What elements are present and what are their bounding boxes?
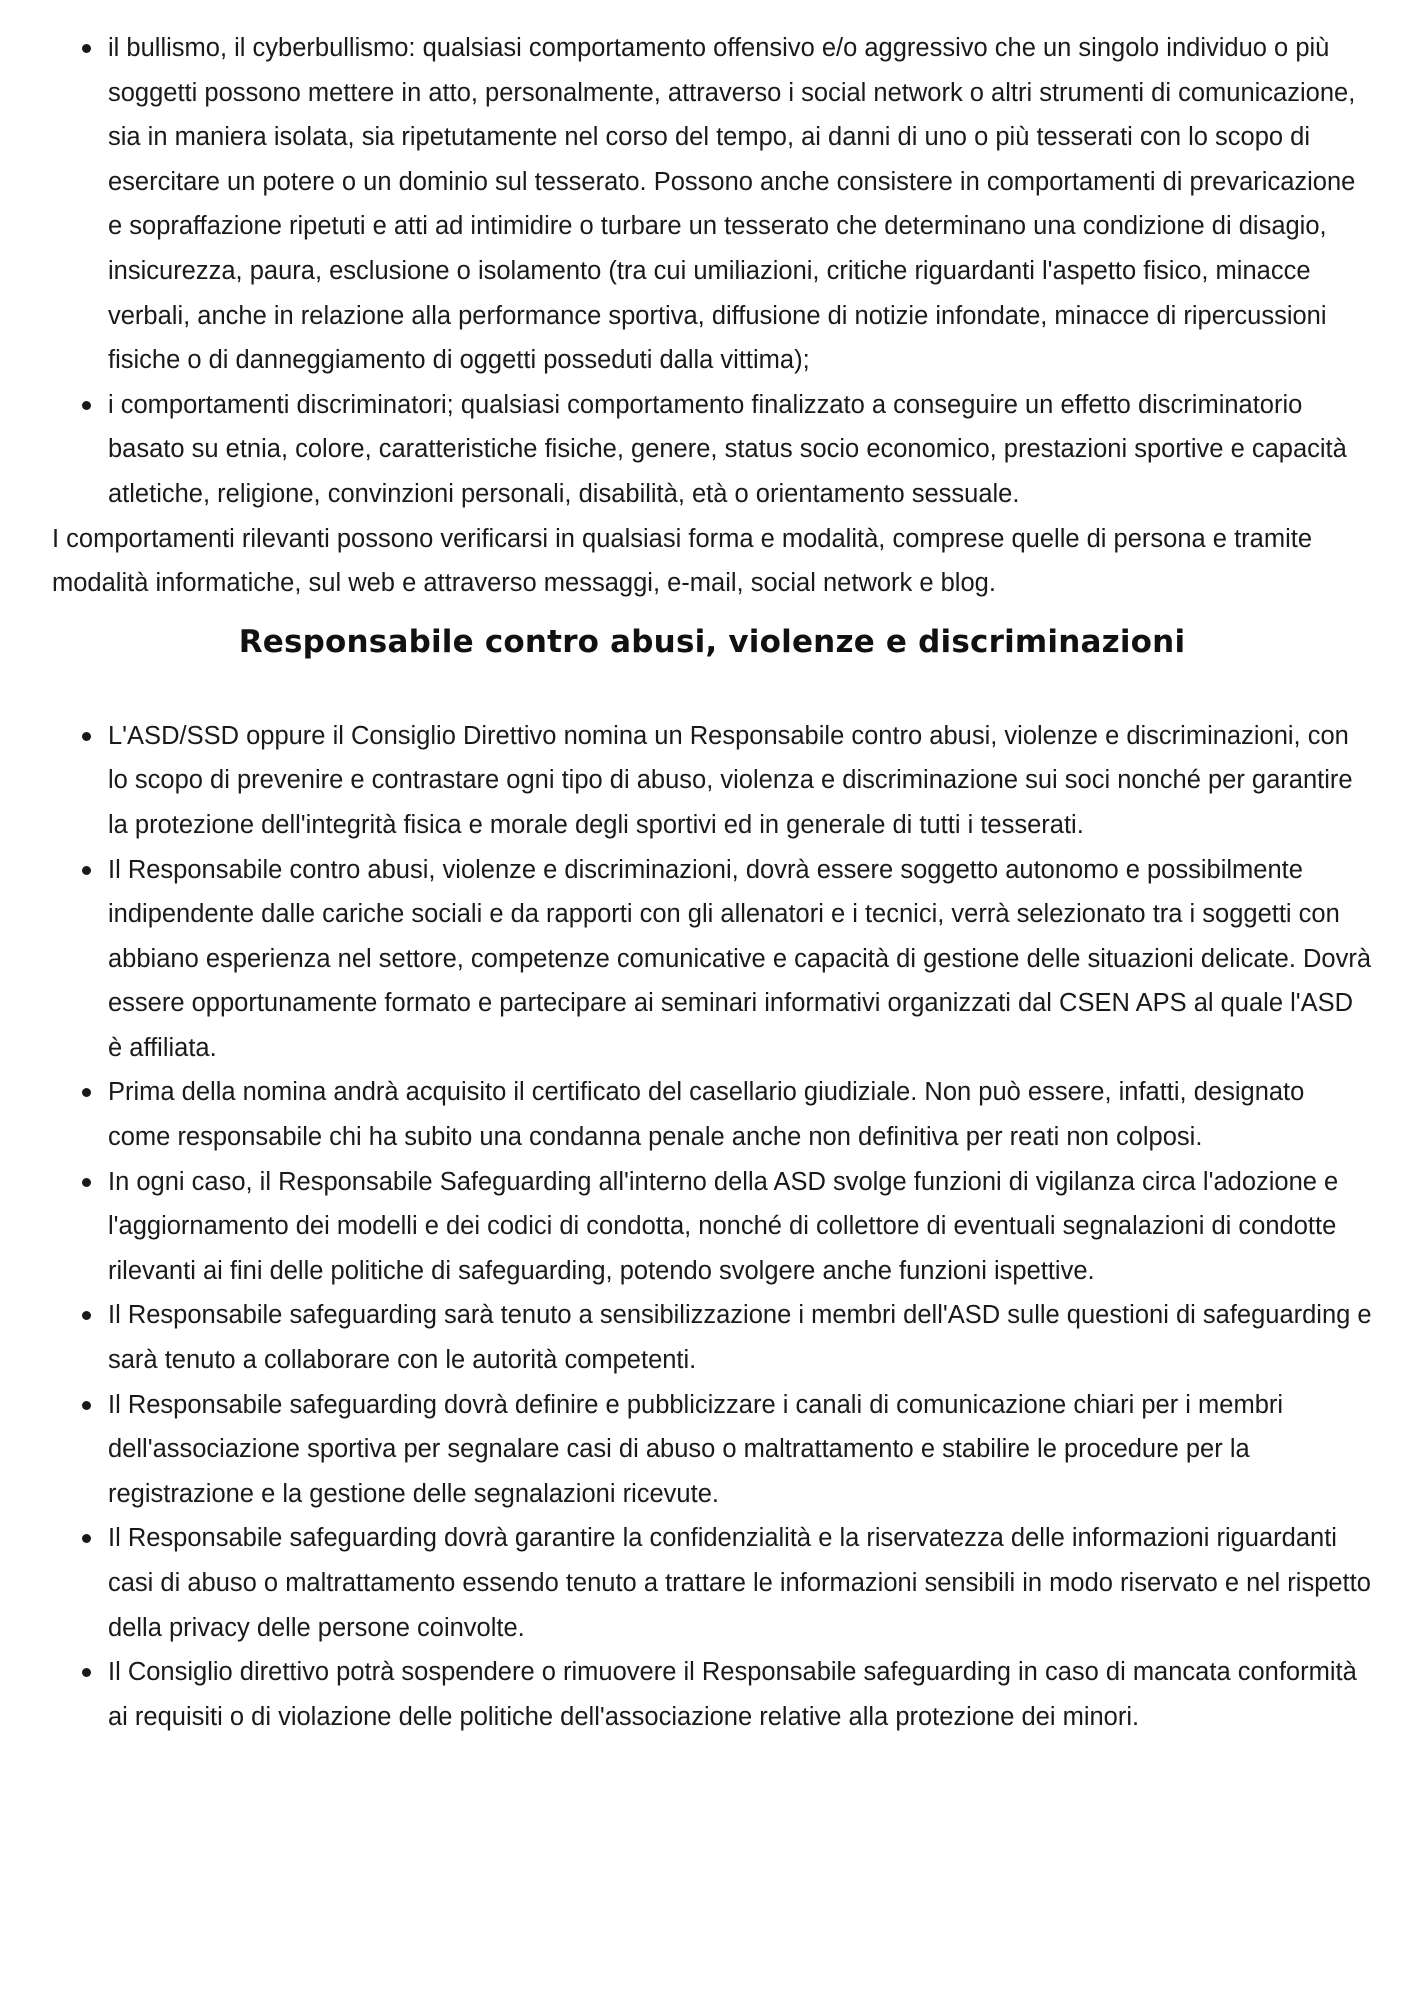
- list-item: In ogni caso, il Responsabile Safeguarding all'interno della ASD svolge funzioni di vigilanza circa l'adozione e l'aggiornamento dei modelli e dei codici di condotta, nonché di collettore di eventuali segnalazioni di condotte rilevanti ai fini delle politiche di safeguarding, potendo svolgere anche funzioni ispettive.: [52, 1160, 1372, 1294]
- list-item: Il Responsabile safeguarding sarà tenuto a sensibilizzazione i membri dell'ASD sulle questioni di safeguarding e sarà tenuto a collaborare con le autorità competenti.: [52, 1293, 1372, 1382]
- section-heading: Responsabile contro abusi, violenze e discriminazioni: [238, 623, 1186, 660]
- list-item: il bullismo, il cyberbullismo: qualsiasi comportamento offensivo e/o aggressivo che un singolo individuo o più soggetti possono mettere in atto, personalmente, attraverso i social network o altri strumenti di comunicazione, sia in maniera isolata, sia ripetutamente nel corso del tempo, ai danni di uno o più tesserati con lo scopo di esercitare un potere o un dominio sul tesserato. Possono anche consistere in comportamenti di prevaricazione e sopraffazione ripetuti e atti ad intimidire o turbare un tesserato che determinano una condizione di disagio, insicurezza, paura, esclusione o isolamento (tra cui umiliazioni, critiche riguardanti l'aspetto fisico, minacce verbali, anche in relazione alla performance sportiva, diffusione di notizie infondate, minacce di ripercussioni fisiche o di danneggiamento di oggetti posseduti dalla vittima);: [52, 26, 1372, 383]
- list-item: Il Responsabile contro abusi, violenze e discriminazioni, dovrà essere soggetto autonomo e possibilmente indipendente dalle cariche sociali e da rapporti con gli allenatori e i tecnici, verrà selezionato tra i soggetti con abbiano esperienza nel settore, competenze comunicative e capacità di gestione delle situazioni delicate. Dovrà essere opportunamente formato e partecipare ai seminari informativi organizzati dal CSEN APS al quale l'ASD è affiliata.: [52, 848, 1372, 1071]
- list-item: L'ASD/SSD oppure il Consiglio Direttivo nomina un Responsabile contro abusi, violenze e discriminazioni, con lo scopo di prevenire e contrastare ogni tipo di abuso, violenza e discriminazione sui soci nonché per garantire la protezione dell'integrità fisica e morale degli sportivi ed in generale di tutti i tesserati.: [52, 714, 1372, 848]
- responsabile-list: [52, 714, 1372, 1740]
- list-item: Il Responsabile safeguarding dovrà garantire la confidenzialità e la riservatezza delle informazioni riguardanti casi di abuso o maltrattamento essendo tenuto a trattare le informazioni sensibili in modo riservato e nel rispetto della privacy delle persone coinvolte.: [52, 1516, 1372, 1650]
- list-item: Il Consiglio direttivo potrà sospendere o rimuovere il Responsabile safeguarding in caso di mancata conformità ai requisiti o di violazione delle politiche dell'associazione relative alla protezione dei minori.: [52, 1650, 1372, 1739]
- list-item: Prima della nomina andrà acquisito il certificato del casellario giudiziale. Non può essere, infatti, designato come responsabile chi ha subito una condanna penale anche non definitiva per reati non colposi.: [52, 1070, 1372, 1159]
- behaviours-list: [52, 26, 1372, 517]
- document-page: [52, 26, 1372, 1739]
- behaviours-paragraph: I comportamenti rilevanti possono verificarsi in qualsiasi forma e modalità, comprese quelle di persona e tramite modalità informatiche, sul web e attraverso messaggi, e-mail, social network e blog.: [52, 524, 1312, 598]
- list-item: Il Responsabile safeguarding dovrà definire e pubblicizzare i canali di comunicazione chiari per i membri dell'associazione sportiva per segnalare casi di abuso o maltrattamento e stabilire le procedure per la registrazione e la gestione delle segnalazioni ricevute.: [52, 1383, 1372, 1517]
- list-item: i comportamenti discriminatori; qualsiasi comportamento finalizzato a conseguire un effetto discriminatorio basato su etnia, colore, caratteristiche fisiche, genere, status socio economico, prestazioni sportive e capacità atletiche, religione, convinzioni personali, disabilità, età o orientamento sessuale.: [52, 383, 1372, 517]
